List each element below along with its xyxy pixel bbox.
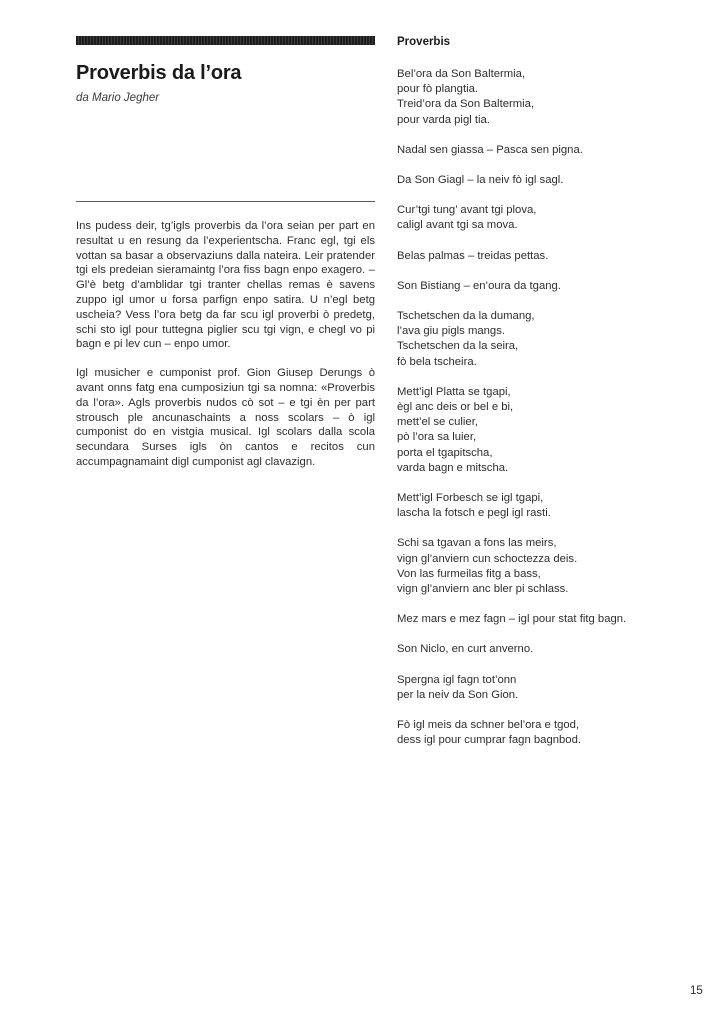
proverb-line: l’ava giu pigls mangs. [397, 325, 506, 338]
proverb-line: Fò igl meis da schner bel’ora e tgod, [397, 719, 580, 732]
proverb-line: vign gl’anviern anc bler pi schlass. [397, 583, 569, 596]
proverb-line: Tschetschen da la seira, [397, 340, 519, 353]
proverb-stanza [397, 173, 697, 188]
article-title: Proverbis da l’ora [76, 62, 242, 84]
proverb-stanza [397, 309, 697, 370]
proverb-line: lascha la fotsch e pegl igl rasti. [397, 507, 551, 520]
proverb-line: varda bagn e mitscha. [397, 461, 509, 474]
article-author: da Mario Jegher [76, 92, 160, 104]
proverb-stanza [397, 536, 697, 597]
proverb-stanza [397, 249, 697, 264]
proverb-line: vign gl’anviern cun schoctezza deis. [397, 552, 578, 565]
proverb-stanza [397, 673, 697, 703]
proverb-line: Mett’igl Forbesch se igl tgapi, [397, 492, 544, 505]
proverb-line: dess igl pour cumprar fagn bagnbod. [397, 734, 582, 747]
proverb-stanza [397, 718, 697, 748]
body-paragraph: Igl musicher e cumponist prof. Gion Giusep Derungs ò avant onns fatg ena cumposiziun tgi sa nomna: «Proverbis da l’ora». Agls proverbis nudos cò sot – e tgi èn per part strousch ple ancunaschaints a noss scolars – ò igl cumponist do en vistgia musical. Igl scolars dalla scola secundara Surses igls òn cantos e recitos cun accumpagnamaint digl cumponist agl clavazign. [76, 367, 375, 468]
body-paragraph: Ins pudess deir, tg’igls proverbis da l’ora seian per part en resultat u en resung da l’experientscha. Franc egl, tgi els vottan sa basar a observaziuns dalla nateira. Leir pratender tgi els predeian sieramaintg l’ora fiss bagn enpo exagero. – Gl’è betg d’amblidar tgi tranter chellas remas è savens zuppo igl umor u forsa parfign enpo satira. U n’egl betg uscheia? Vess l’ora betg da far scu igl proverbi ò predetg, schi sto igl pour tuttegna piglier scu tgi vign, e chegl vo pi bagn e pi lev cun – enpo umor. [76, 220, 375, 351]
proverb-stanza [397, 67, 697, 128]
proverb-line: pò l’ora sa luier, [397, 431, 477, 444]
proverb-line: mett’el se culier, [397, 416, 478, 429]
proverb-line: Son Bistiang – en’oura da tgang. [397, 279, 561, 292]
proverbs-heading: Proverbis [397, 36, 451, 48]
proverb-line: pour varda pigl tia. [397, 113, 490, 126]
proverb-line: Treid’ora da Son Baltermia, [397, 98, 535, 111]
proverb-stanza [397, 642, 697, 657]
proverbs-list [397, 67, 697, 764]
decorative-header-bar [76, 36, 375, 45]
proverb-line: Mett’igl Platta se tgapi, [397, 385, 511, 398]
proverb-line: Tschetschen da la dumang, [397, 310, 535, 323]
proverb-line: Belas palmas – treidas pettas. [397, 249, 549, 262]
proverb-stanza [397, 385, 697, 476]
proverb-stanza [397, 143, 697, 158]
proverb-stanza [397, 491, 697, 521]
proverb-line: porta el tgapitscha, [397, 446, 493, 459]
article-body [76, 219, 375, 484]
proverb-line: Mez mars e mez fagn – igl pour stat fitg bagn. [397, 613, 627, 626]
proverb-line: Son Niclo, en curt anverno. [397, 643, 534, 656]
proverb-stanza [397, 203, 697, 233]
proverb-line: pour fò plangtia. [397, 83, 479, 96]
proverb-line: Nadal sen giassa – Pasca sen pigna. [397, 143, 583, 156]
proverb-line: caligl avant tgi sa mova. [397, 219, 518, 232]
proverb-line: Schi sa tgavan a fons las meirs, [397, 537, 557, 550]
proverb-stanza [397, 279, 697, 294]
proverb-line: per la neiv da Son Gion. [397, 688, 519, 701]
page-number: 15 [690, 985, 703, 997]
proverb-line: Spergna igl fagn tot’onn [397, 673, 517, 686]
section-divider [76, 201, 375, 202]
proverb-line: Cur’tgi tung’ avant tgi plova, [397, 204, 537, 217]
proverb-line: fò bela tscheira. [397, 355, 477, 368]
proverb-line: Bel’ora da Son Baltermia, [397, 68, 526, 80]
proverb-stanza [397, 612, 697, 627]
proverb-line: ègl anc deis or bel e bi, [397, 401, 514, 414]
proverb-line: Von las furmeilas fitg a bass, [397, 567, 541, 580]
proverb-line: Da Son Giagl – la neiv fò igl sagl. [397, 174, 564, 187]
